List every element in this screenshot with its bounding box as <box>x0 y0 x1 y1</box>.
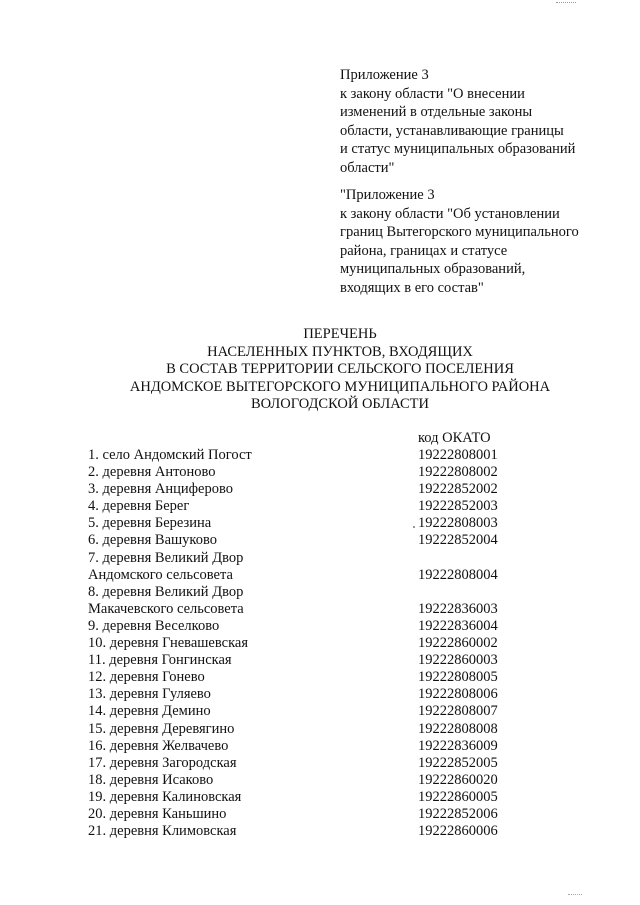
settlement-name-line: 20. деревня Каньшино <box>88 805 227 822</box>
okato-code: 19222808008 <box>418 720 498 737</box>
settlement-name-line: 9. деревня Веселково <box>88 617 220 634</box>
settlement-row <box>88 721 608 738</box>
settlement-name-line: 4. деревня Берег <box>88 498 190 515</box>
settlement-name <box>88 515 418 532</box>
settlement-name-line: 3. деревня Анциферово <box>88 481 233 498</box>
settlement-name <box>88 686 418 703</box>
settlement-name <box>88 669 418 686</box>
okato-code: 19222808002 <box>418 464 498 481</box>
title-line: В СОСТАВ ТЕРРИТОРИИ СЕЛЬСКОГО ПОСЕЛЕНИЯ <box>166 361 514 377</box>
scan-mark-top <box>556 0 576 3</box>
settlement-row <box>88 447 608 464</box>
settlement-row <box>88 532 608 549</box>
settlement-name-line: Андомского сельсовета <box>88 566 233 583</box>
settlement-name-line: 13. деревня Гуляево <box>88 686 211 703</box>
appendix-original-line: муниципальных образований, <box>340 261 526 277</box>
okato-code: 19222808006 <box>418 686 498 703</box>
settlement-row <box>88 823 608 840</box>
settlement-name-line: 10. деревня Гневашевская <box>88 635 248 652</box>
settlement-name <box>88 755 418 772</box>
okato-code: 19222836009 <box>418 737 498 754</box>
title-line: АНДОМСКОЕ ВЫТЕГОРСКОГО МУНИЦИПАЛЬНОГО РАЙОНА <box>129 378 551 395</box>
appendix-current-line: и статус муниципальных образований <box>340 141 576 157</box>
settlement-name <box>88 481 418 498</box>
settlement-name-line: 16. деревня Желвачево <box>88 737 229 754</box>
settlement-row <box>88 789 608 806</box>
settlement-name-line: 11. деревня Гонгинская <box>88 652 232 669</box>
settlement-name-line: 12. деревня Гонево <box>88 669 205 686</box>
appendix-current-header <box>340 66 620 177</box>
settlement-name <box>88 703 418 720</box>
settlement-row <box>88 515 608 532</box>
okato-column-header: код ОКАТО <box>418 430 491 446</box>
appendix-original-line: к закону области "Об установлении <box>340 205 560 222</box>
settlement-name <box>88 635 418 652</box>
settlement-name-line: 21. деревня Климовская <box>88 823 237 840</box>
appendix-original-line: "Приложение 3 <box>340 187 435 203</box>
settlement-name-line: 1. село Андомский Погост <box>88 447 252 463</box>
okato-code: 19222852004 <box>418 532 498 549</box>
appendix-current-line: изменений в отдельные законы <box>340 104 533 120</box>
settlement-name <box>88 532 418 549</box>
settlement-name <box>88 721 418 738</box>
settlement-name-line: 8. деревня Великий Двор <box>88 583 244 600</box>
appendix-current-line: к закону области "О внесении <box>340 85 525 102</box>
settlement-row <box>88 772 608 789</box>
title-line: НАСЕЛЕННЫХ ПУНКТОВ, ВХОДЯЩИХ <box>207 343 473 360</box>
settlement-name-line: 6. деревня Вашуково <box>88 532 217 549</box>
okato-code: 19222808005 <box>418 669 498 686</box>
scan-mark-bottom <box>568 894 582 901</box>
settlement-row <box>88 635 608 652</box>
document-title <box>60 326 620 414</box>
settlement-row <box>88 669 608 686</box>
settlement-row <box>88 738 608 755</box>
appendix-original-line: границ Вытегорского муниципального <box>340 224 579 240</box>
title-line: ВОЛОГОДСКОЙ ОБЛАСТИ <box>251 396 429 412</box>
settlement-name <box>88 584 418 618</box>
settlement-row <box>88 686 608 703</box>
settlement-row <box>88 703 608 720</box>
okato-code: 19222852002 <box>418 481 498 498</box>
settlement-name <box>88 789 418 806</box>
settlement-name <box>88 447 418 464</box>
settlement-row <box>88 618 608 635</box>
settlement-name-line: 14. деревня Демино <box>88 703 211 720</box>
settlement-name <box>88 464 418 481</box>
title-line: ПЕРЕЧЕНЬ <box>303 326 377 342</box>
okato-code: 19222860003 <box>418 652 498 669</box>
settlement-name-line: 2. деревня Антоново <box>88 464 216 481</box>
okato-code: 19222808001 <box>418 447 498 463</box>
okato-code: 19222860006 <box>418 823 498 840</box>
appendix-current-line: Приложение 3 <box>340 67 429 83</box>
settlement-name-line: 7. деревня Великий Двор <box>88 549 244 566</box>
settlement-name <box>88 806 418 823</box>
settlement-row <box>88 481 608 498</box>
appendix-current-line: области, устанавливающие границы <box>340 122 564 139</box>
settlement-name <box>88 772 418 789</box>
settlement-name-line: 18. деревня Исаково <box>88 771 214 788</box>
okato-code: 19222860002 <box>418 635 498 652</box>
okato-code: 19222852005 <box>418 754 498 771</box>
settlement-name-line: 17. деревня Загородская <box>88 754 237 771</box>
settlement-row <box>88 755 608 772</box>
appendix-original-header <box>340 186 620 297</box>
settlement-name-line: 15. деревня Деревягино <box>88 720 235 737</box>
settlement-name-line: 19. деревня Калиновская <box>88 788 242 805</box>
settlement-name <box>88 652 418 669</box>
okato-code: 19222808004 <box>418 566 498 583</box>
okato-code: 19222808003 <box>418 515 498 532</box>
okato-code: 19222836003 <box>418 600 498 617</box>
settlement-row <box>88 464 608 481</box>
okato-code: 19222852003 <box>418 498 498 515</box>
settlement-row <box>88 498 608 515</box>
settlement-name <box>88 618 418 635</box>
settlement-row <box>88 584 608 618</box>
appendix-original-line: входящих в его состав" <box>340 279 484 296</box>
appendix-current-line: области" <box>340 159 395 176</box>
settlement-name-line: 5. деревня Березина <box>88 515 212 532</box>
settlement-row <box>88 806 608 823</box>
okato-code: 19222808007 <box>418 703 498 720</box>
settlement-row <box>88 550 608 584</box>
settlement-name <box>88 738 418 755</box>
settlement-name <box>88 550 418 584</box>
settlement-list <box>88 447 608 840</box>
settlement-name <box>88 498 418 515</box>
appendix-original-line: района, границах и статусе <box>340 242 508 259</box>
okato-code: 19222852006 <box>418 805 498 822</box>
settlement-row <box>88 652 608 669</box>
settlement-name-line: Макачевского сельсовета <box>88 600 244 617</box>
settlement-name <box>88 823 418 840</box>
okato-code: 19222860005 <box>418 788 498 805</box>
okato-code: 19222860020 <box>418 771 498 788</box>
okato-code: 19222836004 <box>418 617 498 634</box>
